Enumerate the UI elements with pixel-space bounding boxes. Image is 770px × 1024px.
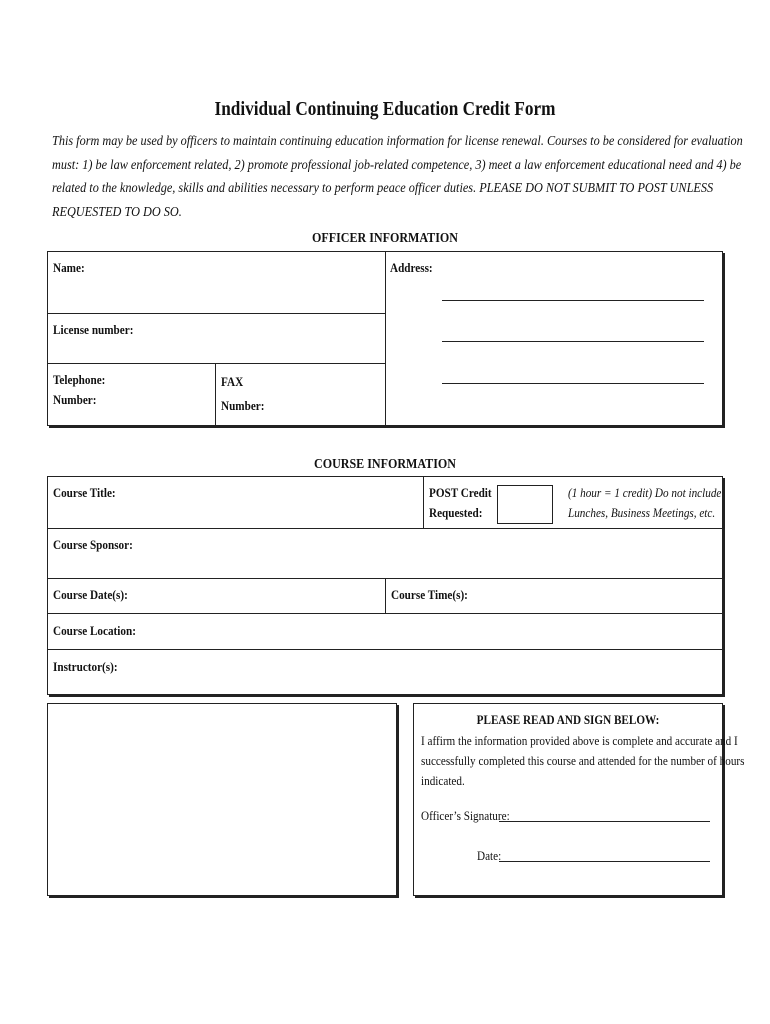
instructor-label: Instructor(s): [53, 659, 118, 674]
course-row-divider [47, 528, 723, 529]
course-sponsor-label: Course Sponsor: [53, 537, 133, 552]
intro-paragraph [52, 130, 743, 224]
officer-info-heading: OFFICER INFORMATION [312, 231, 458, 246]
course-title-field[interactable] [49, 503, 421, 527]
post-credit-label: POST Credit Requested: [429, 485, 492, 520]
course-row-divider [47, 649, 723, 650]
course-title-label: Course Title: [53, 485, 116, 500]
affirm-line: indicated. [421, 773, 465, 788]
license-number-label: License number: [53, 322, 134, 337]
address-line-3[interactable] [442, 383, 704, 384]
date-label: Date: [477, 848, 502, 863]
intro-line: must: 1) be law enforcement related, 2) promote professional job-related competence, 3) meet a law enforcement educational need and 4) be [52, 157, 742, 173]
course-location-label: Course Location: [53, 623, 136, 638]
post-credit-field[interactable] [497, 485, 553, 524]
officer-phone-divider [215, 363, 216, 426]
name-field[interactable] [49, 278, 383, 312]
affirm-text [421, 731, 745, 791]
course-sponsor-field[interactable] [140, 531, 720, 576]
officer-row-divider [47, 363, 385, 364]
sign-heading: PLEASE READ AND SIGN BELOW: [476, 712, 660, 727]
instructor-field[interactable] [125, 652, 720, 692]
license-number-field[interactable] [49, 340, 383, 362]
name-label: Name: [53, 260, 85, 275]
intro-line: This form may be used by officers to maintain continuing education information for license renewal. Courses to be considered for evaluation [52, 134, 743, 149]
address-label: Address: [390, 260, 433, 275]
course-time-field[interactable] [470, 581, 720, 611]
officer-signature-line[interactable] [499, 821, 710, 822]
blank-box [47, 703, 397, 896]
fax-field[interactable] [270, 366, 383, 424]
intro-line: related to the knowledge, skills and abilities necessary to perform peace officer duties. PLEASE DO NOT SUBMIT TO POST UNLESS [52, 181, 714, 196]
course-row-divider [47, 613, 723, 614]
officer-divider [385, 251, 386, 426]
course-location-field[interactable] [145, 616, 720, 647]
fax-label: FAX Number: [221, 374, 265, 413]
course-dates-field[interactable] [140, 581, 383, 611]
officer-signature-label: Officer’s Signature: [421, 808, 510, 823]
form-title: Individual Continuing Education Credit Form [214, 98, 556, 120]
intro-line: REQUESTED TO DO SO. [52, 204, 182, 220]
course-date-divider [385, 578, 386, 613]
course-title-divider [423, 476, 424, 528]
officer-row-divider [47, 313, 385, 314]
address-line-1[interactable] [442, 300, 704, 301]
telephone-label: Telephone: Number: [53, 372, 106, 407]
course-dates-label: Course Date(s): [53, 587, 128, 602]
course-info-heading: COURSE INFORMATION [314, 457, 456, 472]
date-line[interactable] [499, 861, 710, 862]
address-line-2[interactable] [442, 341, 704, 342]
telephone-field[interactable] [110, 366, 213, 424]
affirm-line: successfully completed this course and attended for the number of hours [421, 753, 745, 768]
course-time-label: Course Time(s): [391, 587, 468, 602]
affirm-line: I affirm the information provided above is complete and accurate and I [421, 733, 738, 748]
credit-note: (1 hour = 1 credit) Do not include Lunches, Business Meetings, etc. [568, 485, 722, 520]
